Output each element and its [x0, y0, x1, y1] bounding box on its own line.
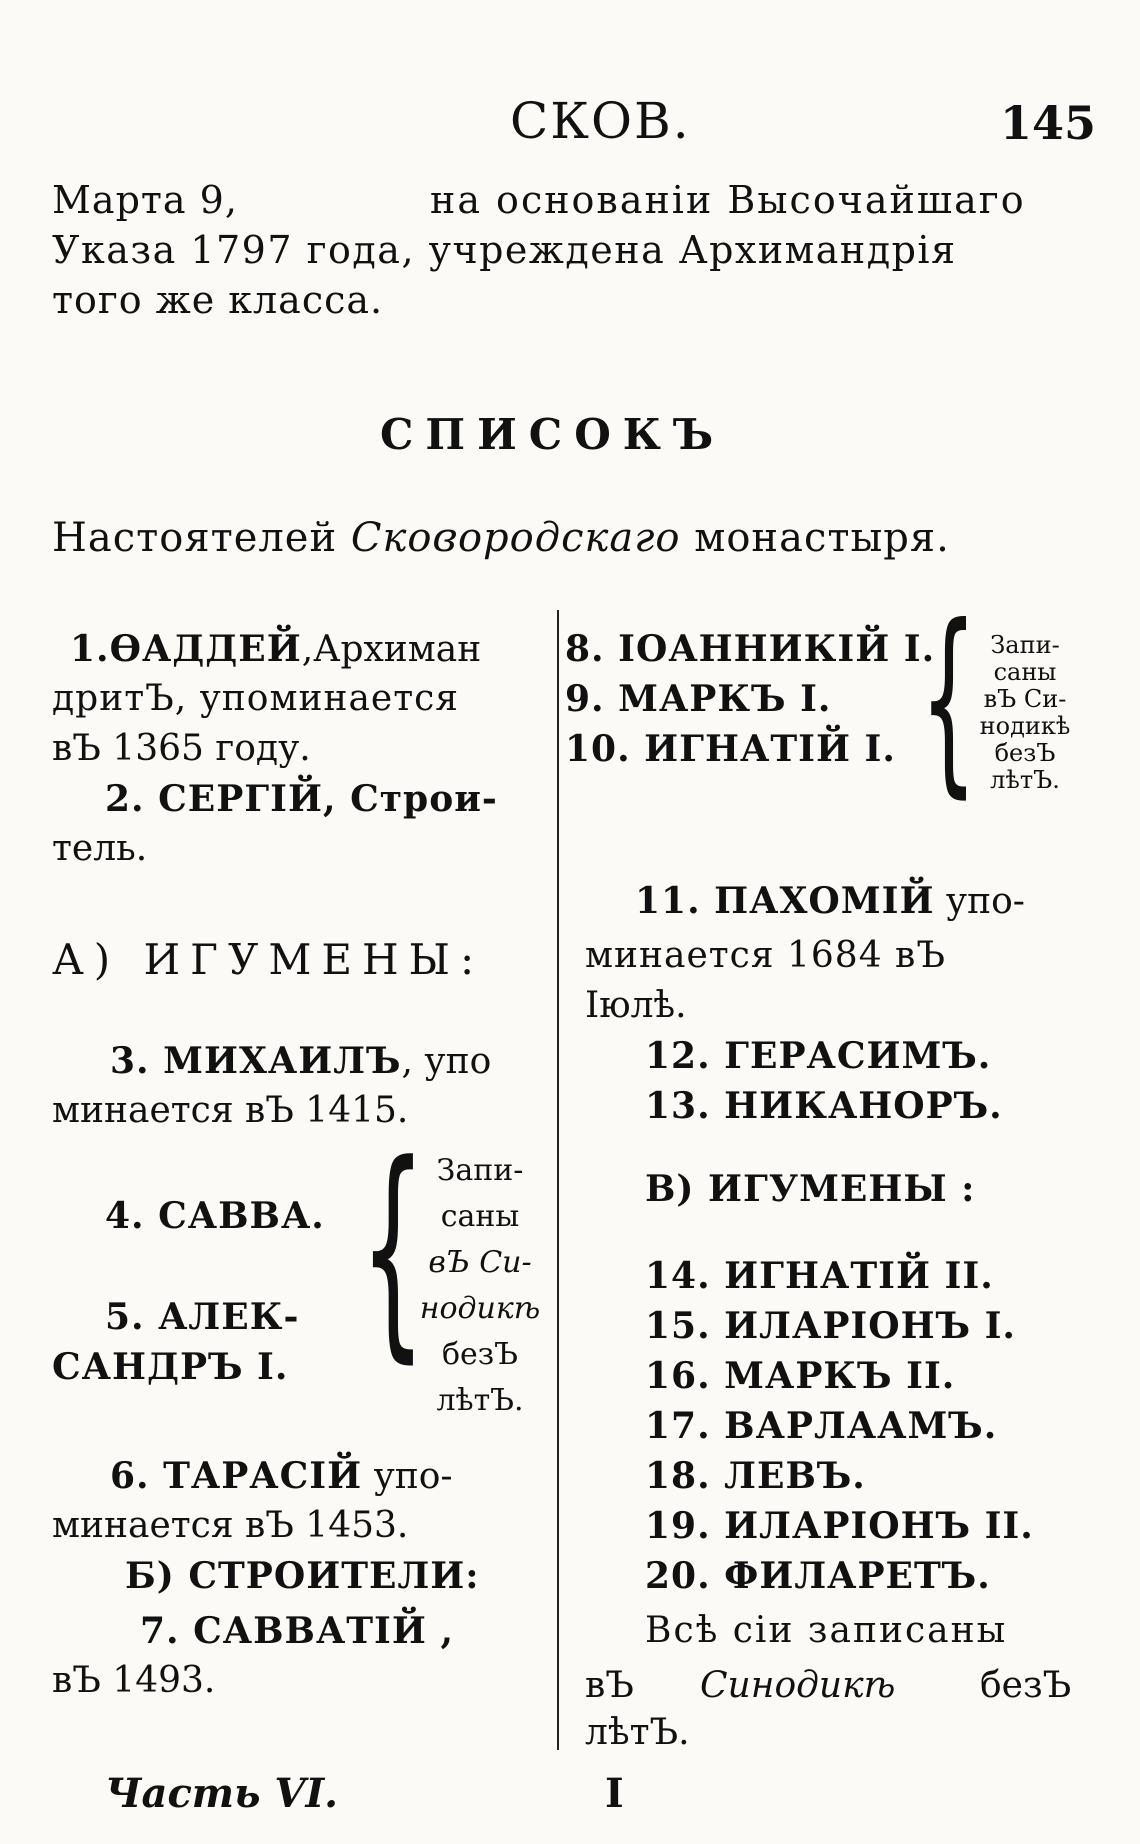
note-left-line: нодикѣ: [419, 1291, 541, 1326]
entry-7-line-2: вЪ 1493.: [52, 1660, 216, 1701]
entry-1-line-2: дритЪ, упоминается: [52, 678, 460, 719]
list-subtitle-b: Скоɞородскаго: [350, 515, 681, 561]
intro-line-1a: Марта 9,: [52, 178, 238, 222]
entry-11-line-2: минается 1684 вЪ: [585, 935, 946, 976]
entry-18: 18. ЛЕВЪ.: [645, 1455, 866, 1497]
intro-line-3: того же класса.: [52, 278, 384, 322]
note-right-line: безЪ: [994, 739, 1056, 767]
entry-16: 16. МАРКЪ II.: [645, 1355, 956, 1397]
page-number: 145: [1000, 96, 1097, 150]
entry-15: 15. ИЛАРIОНЪ I.: [645, 1305, 1016, 1347]
entry-6-line-2: минается вЪ 1453.: [52, 1505, 409, 1546]
note-right-line: лѣтЪ.: [990, 766, 1060, 794]
entry-2-name: 2. СЕРГIЙ,: [105, 778, 337, 820]
entry-1-name: 1.ѲАДДЕЙ: [70, 628, 302, 670]
entry-6-name: 6. ТАРАСIЙ: [110, 1455, 363, 1497]
entry-11-name: 11. ПАХОМIЙ: [635, 880, 935, 922]
note-right-line: Запи-: [990, 631, 1060, 659]
entry-3: [110, 1040, 491, 1082]
entry-5-line-1: 5. АЛЕК-: [105, 1296, 300, 1338]
list-subtitle-a: Настоятелей: [52, 515, 338, 561]
section-v-heading: В) ИГУМЕНЫ :: [645, 1168, 976, 1210]
section-a-heading: А) ИГУМЕНЫ:: [52, 935, 485, 984]
brace-right: {: [920, 583, 978, 816]
note-right-line: саны: [993, 658, 1057, 686]
signature-mark: Часть VI.: [105, 1770, 339, 1817]
entry-2-rest: Строи-: [336, 778, 498, 820]
entry-1-rest: ,Архиман: [301, 629, 482, 670]
list-title: СПИСОКЪ: [380, 410, 726, 459]
list-subtitle: [52, 515, 950, 561]
entry-4: 4. САВВА.: [105, 1195, 325, 1237]
entry-6: [110, 1455, 453, 1497]
note-left: [410, 1148, 550, 1424]
entry-17: 17. ВАРЛААМЪ.: [645, 1405, 998, 1447]
entry-12: 12. ГЕРАСИМЪ.: [645, 1035, 992, 1077]
section-b-heading: Б) СТРОИТЕЛИ:: [125, 1555, 480, 1597]
entry-3-rest: , упо: [401, 1041, 492, 1082]
entry-2: [105, 778, 498, 820]
closing-line-2b: Синодикѣ: [700, 1665, 896, 1706]
note-right: [965, 632, 1085, 794]
entry-10: 10. ИГНАТIЙ I.: [565, 728, 896, 770]
entry-9: 9. МАРКЪ I.: [565, 678, 832, 720]
entry-5-line-2: САНДРЪ I.: [52, 1346, 289, 1388]
note-left-line: Запи-: [436, 1153, 524, 1188]
note-right-line: вЪ Си-: [983, 685, 1067, 713]
entry-11-line-3: Iюлѣ.: [585, 985, 687, 1026]
brace-left: {: [360, 1116, 426, 1383]
entry-20: 20. ФИЛАРЕТЪ.: [645, 1555, 991, 1597]
entry-11: [635, 880, 1025, 922]
note-left-line: вЪ Си-: [428, 1245, 532, 1280]
list-subtitle-c: монастыря.: [694, 515, 950, 561]
note-right-line: нодикѣ: [979, 712, 1071, 740]
entry-3-name: 3. МИХАИЛЪ: [110, 1040, 402, 1082]
entry-7: [140, 1610, 454, 1652]
note-left-line: лѣтЪ.: [436, 1383, 524, 1418]
entry-1-line-3: вЪ 1365 году.: [52, 728, 311, 769]
entry-7-name: 7. САВВАТIЙ: [140, 1610, 427, 1652]
entry-11-rest: упо-: [934, 881, 1025, 922]
entry-14: 14. ИГНАТIЙ II.: [645, 1255, 994, 1297]
closing-line-1: Всѣ сiи записаны: [645, 1610, 1008, 1651]
entry-7-rest: ,: [426, 1610, 454, 1652]
column-divider: [557, 610, 559, 1750]
closing-line-3: лѣтЪ.: [585, 1712, 690, 1753]
closing-line-2a: вЪ: [585, 1665, 634, 1706]
entry-3-line-2: минается вЪ 1415.: [52, 1090, 409, 1131]
entry-8: 8. IОАННИКIЙ I.: [565, 628, 936, 670]
entry-6-rest: упо-: [362, 1456, 453, 1497]
intro-line-2: Указа 1797 года, учреждена Архимандрiя: [52, 228, 957, 272]
entry-19: 19. ИЛАРIОНЪ II.: [645, 1505, 1034, 1547]
running-head: СКОВ.: [510, 92, 691, 150]
sheet-mark: I: [605, 1770, 624, 1817]
entry-13: 13. НИКАНОРЪ.: [645, 1085, 1003, 1127]
note-left-line: безЪ: [441, 1337, 518, 1372]
entry-2-line-2: тель.: [52, 828, 148, 869]
entry-1: [70, 628, 481, 670]
intro-line-1b: на основанiи Высочайшаго: [430, 178, 1026, 222]
note-left-line: саны: [440, 1199, 520, 1234]
closing-line-2c: безЪ: [980, 1665, 1072, 1706]
